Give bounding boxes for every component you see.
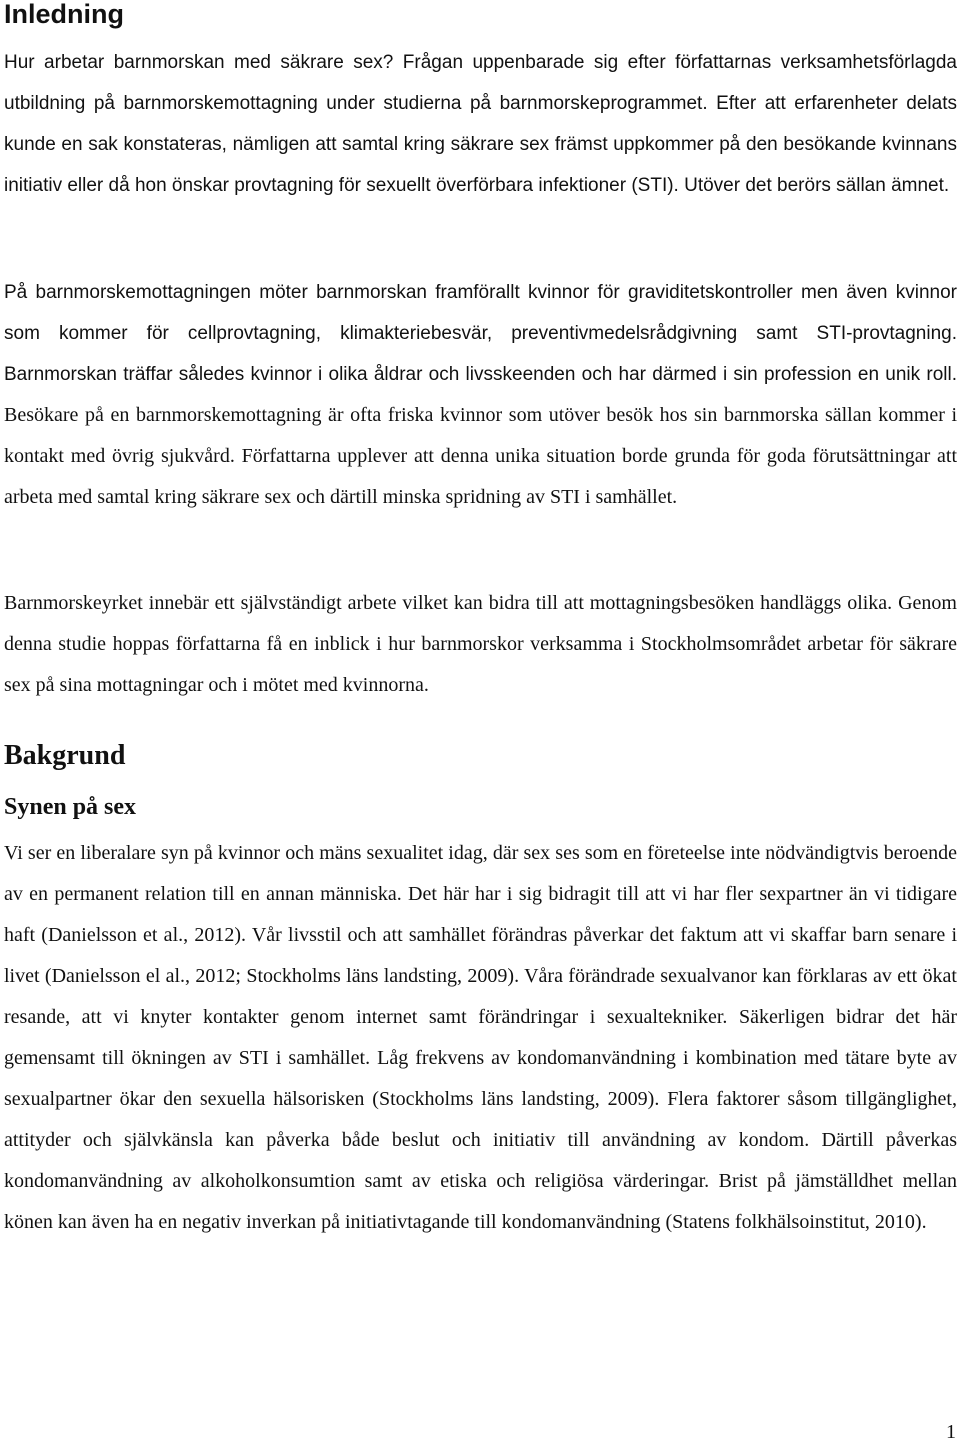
paragraph-intro-2 bbox=[4, 272, 957, 518]
paragraph-background-1: Vi ser en liberalare syn på kvinnor och mäns sexualitet idag, där sex ses som en företeelse inte nödvändigtvis beroende av en permanent relation till en annan människa. Det här har i sig bidragit till att vi har fler sexpartner än vi tidigare haft (Danielsson et al., 2012). Vår livsstil och att samhället förändras påverkar det faktum att vi skaffar barn senare i livet (Danielsson el al., 2012; Stockholms läns landsting, 2009). Våra förändrade sexualvanor kan förklaras av ett ökat resande, att vi knyter kontakter genom internet samt förändringar i sexualtekniker. Säkerligen bidrar det här gemensamt till ökningen av STI i samhället. Låg frekvens av kondomanvändning i kombination med tätare byte av sexualpartner ökar den sexuella hälsorisken (Stockholms läns landsting, 2009). Flera faktorer såsom tillgänglighet, attityder och självkänsla kan påverka både beslut och initiativ till användning av kondom. Därtill påverkas kondomanvändning av alkoholkonsumtion samt av etiska och religiösa värderingar. Brist på jämställdhet mellan könen kan även ha en negativ inverkan på initiativtagande till kondomanvändning (Statens folkhälsoinstitut, 2010). bbox=[4, 842, 957, 1233]
subheading-synen-pa-sex: Synen på sex bbox=[4, 794, 137, 820]
heading-inledning: Inledning bbox=[4, 0, 124, 29]
paragraph-intro-2-sans: På barnmorskemottagningen möter barnmorskan framförallt kvinnor för graviditetskontroller men även kvinnor som kommer för cellprovtagning, klimakteriebesvär, preventivmedelsrådgivning samt STI-provtagning. Barnmorskan träffar således kvinnor i olika åldrar och livsskeenden och har därmed i sin profession en unik roll. bbox=[4, 282, 957, 385]
paragraph-intro-1: Hur arbetar barnmorskan med säkrare sex? Frågan uppenbarade sig efter författarnas verksamhetsförlagda utbildning på barnmorskemottagning under studierna på barnmorskeprogrammet. Efter att erfarenheter delats kunde en sak konstateras, nämligen att samtal kring säkrare sex främst uppkommer på den besökande kvinnans initiativ eller då hon önskar provtagning för sexuellt överförbara infektioner (STI). Utöver det berörs sällan ämnet. bbox=[4, 52, 957, 196]
heading-bakgrund: Bakgrund bbox=[4, 740, 126, 771]
page-number: 1 bbox=[946, 1421, 956, 1443]
paragraph-intro-2-serif: Besökare på en barnmorskemottagning är ofta friska kvinnor som utöver besök hos sin barnmorska sällan kommer i kontakt med övrig sjukvård. Författarna upplever att denna unika situation borde grunda för goda förutsättningar att arbeta med samtal kring säkrare sex och därtill minska spridning av STI i samhället. bbox=[4, 404, 957, 508]
paragraph-intro-3: Barnmorskeyrket innebär ett självständigt arbete vilket kan bidra till att mottagningsbesöken handläggs olika. Genom denna studie hoppas författarna få en inblick i hur barnmorskor verksamma i Stockholmsområdet arbetar för säkrare sex på sina mottagningar och i mötet med kvinnorna. bbox=[4, 592, 957, 696]
